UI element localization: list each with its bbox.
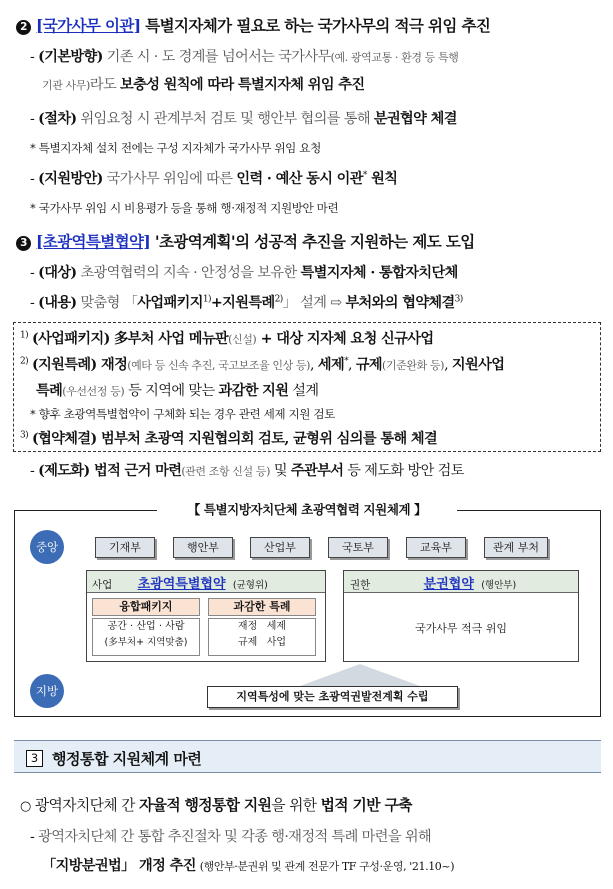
- content-bold1: 사업패키지: [137, 295, 203, 311]
- note2-sep1: ,: [310, 357, 318, 373]
- content-sup2: 2): [274, 294, 283, 305]
- inst-label: (제도화): [38, 463, 90, 479]
- support-label: (지원방안): [38, 171, 103, 187]
- proc-text: 위임요청 시 관계부처 검토 및 행안부 협의를 통해: [76, 111, 374, 127]
- proc-label: (절차): [38, 111, 77, 127]
- section3-heading: [16, 230, 475, 252]
- content-plus: +지원특례: [210, 295, 275, 311]
- content-bold2: 부처와의 협약체결: [345, 295, 455, 311]
- note2-bold3: 규제: [355, 357, 383, 373]
- note2-note: * 향후 초광역특별협약이 구체화 되는 경우 관련 세제 지원 검토: [30, 407, 335, 421]
- bullet-text2: 을 위한: [271, 797, 321, 814]
- section2-support: - (지원방안) 국가사무 위임에 따른 인력 · 예산 동시 이관* 원칙: [30, 170, 398, 187]
- inst-text: 및: [269, 463, 291, 479]
- basic-text: 기존 시 · 도 경계를 넘어서는 국가사무: [102, 49, 331, 65]
- diagram-title: 【 특별지방자치단체 초광역협력 지원체계 】: [157, 500, 457, 518]
- bullet-bold1: 자율적 행정통합 지원: [138, 797, 272, 814]
- ministry-5: 관계 부처: [484, 537, 548, 558]
- section-iii-title: 행정통합 지원체계 마련: [52, 750, 202, 768]
- central-badge: 중앙: [30, 530, 64, 564]
- ministry-1: 행안부: [173, 537, 233, 558]
- section2-basic-line2: [42, 74, 365, 94]
- special-body: [208, 618, 316, 656]
- note2-label: (지원특례): [31, 357, 97, 373]
- section2-number: 2: [16, 20, 31, 35]
- target-label: (대상): [38, 265, 77, 281]
- right-prefix: 권한: [350, 579, 371, 591]
- inst-small: (관련 조항 신설 등): [181, 465, 270, 478]
- note1-small: (신설): [228, 333, 257, 346]
- note2-line2-end: 설계: [288, 383, 319, 399]
- note2-bold2: 세제: [317, 357, 345, 373]
- section-iii-header: [14, 740, 601, 773]
- inst-end: 등 제도화 방안 검토: [343, 463, 464, 479]
- section3-tag: [초광역특별협약]: [36, 232, 151, 251]
- right-suffix: (행안부): [481, 580, 517, 591]
- note2-sup: 2): [20, 356, 29, 367]
- left-panel-head: [92, 573, 268, 592]
- package-body: [92, 618, 200, 656]
- dash-small: (행안부·분권위 및 관계 전문가 TF 구성·운영, '21.10~): [199, 860, 455, 873]
- note2-line2-text: 등 지역에 맞는: [124, 383, 219, 399]
- note3-sup: 3): [20, 430, 29, 441]
- section-iii-dash-line1: - 광역자치단체 간 통합 추진절차 및 각종 행·재정적 특례 마련을 위해: [30, 829, 432, 845]
- target-bold: 특별지자체 · 통합자치단체: [300, 265, 458, 281]
- proc-note: * 특별지자체 설치 전에는 구성 지자체가 국가사무 위임 요청: [30, 141, 321, 155]
- note2-star: *: [344, 356, 348, 367]
- note2-line2-bold: 특례: [36, 383, 63, 399]
- section2-basic-line1: - (기본방향) 기존 시 · 도 경계를 넘어서는 국가사무(예. 광역교통 · 환경 등 특행: [30, 49, 459, 65]
- note2-sep2: ,: [348, 357, 356, 373]
- section2-heading: [16, 14, 490, 36]
- special-title: 과감한 특례: [208, 598, 316, 616]
- bottom-plan-box: 지역특성에 맞는 초광역권발전계획 수립: [207, 686, 458, 708]
- left-suffix: (균형위): [232, 580, 268, 591]
- support-end: 원칙: [366, 171, 398, 187]
- inst-bold2: 주관부서: [290, 463, 344, 479]
- note3-label: (협약체결): [31, 431, 97, 447]
- package-title: 융합패키지: [92, 598, 200, 616]
- special-line1: 재정 세제: [237, 621, 287, 632]
- section2-title: 특별지자체가 필요로 하는 국가사무의 적극 위임 추진: [140, 16, 491, 35]
- content-text2: 」 설계 ⇨: [282, 295, 346, 311]
- note3-text: 범부처 초광역 지원협의회 검토, 균형위 심의를 통해 체결: [96, 431, 438, 447]
- section2-tag: [국가사무 이관]: [36, 16, 141, 35]
- basic-line2-bold: 보충성 원칙에 따라 특별지자체 위임 추진: [120, 77, 365, 93]
- note2-line2: [36, 380, 319, 400]
- support-text: 국가사무 위임에 따른: [102, 171, 237, 187]
- note2-small2: (기준완화 등): [382, 359, 445, 372]
- basic-label: (기본방향): [38, 49, 103, 65]
- section3-content: - (내용) 맞춤형 「사업패키지$^{1)}$+지원특례$^{2)}$」 설계 ⇨ 부처와의 협약체결$^{3)}$: [30, 294, 463, 311]
- upward-arrow-icon: [300, 664, 420, 686]
- right-title: 분권협약: [423, 577, 474, 592]
- bullet-bold2: 법적 기반 구축: [320, 797, 412, 814]
- note2-bold1: 재정: [96, 357, 128, 373]
- section3-number: 3: [16, 236, 31, 251]
- inst-bold: 법적 근거 마련: [89, 463, 182, 479]
- right-panel-head: [350, 573, 516, 592]
- basic-line2-text: 라도: [89, 77, 121, 93]
- dash-text: 광역자치단체 간 통합 추진절차 및 각종 행·재정적 특례 마련을 위해: [38, 829, 432, 845]
- note2-line1: [20, 354, 504, 374]
- section3-title: '초광역계획'의 성공적 추진을 지원하는 제도 도입: [150, 232, 475, 251]
- institution-line: - (제도화) 법적 근거 마련(관련 조항 신설 등) 및 주관부서 등 제도화 방안 검토: [30, 463, 464, 479]
- note1-text2: + 대상 지자체 요청 신규사업: [256, 331, 434, 347]
- proc-bold: 분권협약 체결: [373, 111, 457, 127]
- left-title: 초광역특별협약: [137, 577, 226, 592]
- support-note: * 국가사무 위임 시 비용평가 등을 통해 행·재정적 지원방안 마련: [30, 201, 339, 215]
- content-sup1: 1): [202, 294, 211, 305]
- content-sup3: 3): [454, 294, 463, 305]
- section-iii-bullet: [20, 794, 412, 815]
- section-iii-number: 3: [26, 750, 43, 767]
- support-sup: *: [362, 170, 367, 181]
- note2-line2-bold2: 과감한 지원: [218, 383, 289, 399]
- note1-label: (사업패키지): [31, 331, 110, 347]
- support-bold: 인력 · 예산 동시 이관: [236, 171, 363, 187]
- right-body: 국가사무 적극 위임: [414, 622, 507, 635]
- section-iii-dash-line2: [42, 855, 454, 875]
- basic-line2-small: 기관 사무): [42, 79, 90, 92]
- package-line2: (多부처+ 지역맞춤): [104, 637, 188, 648]
- note3: [20, 428, 437, 448]
- bullet-circle-icon: ○: [20, 799, 31, 814]
- dash-bold: 「지방분권법」 개정 추진: [42, 858, 196, 874]
- ministry-0: 기재부: [95, 537, 155, 558]
- package-line1: 공간 · 산업 · 사람: [107, 621, 185, 632]
- left-prefix: 사업: [92, 579, 113, 591]
- section2-procedure: - (절차) 위임요청 시 관계부처 검토 및 행안부 협의를 통해 분권협약 체결: [30, 111, 457, 127]
- note2-sep3: ,: [444, 357, 452, 373]
- section3-target: - (대상) 초광역협력의 지속 · 안정성을 보유한 특별지자체 · 통합자치단체: [30, 265, 458, 281]
- content-label: (내용): [38, 295, 77, 311]
- target-text: 초광역협력의 지속 · 안정성을 보유한: [76, 265, 301, 281]
- ministry-4: 교육부: [406, 537, 466, 558]
- ministry-3: 국토부: [328, 537, 388, 558]
- bullet-text1: 광역자치단체 간: [34, 797, 139, 814]
- basic-small: (예. 광역교통 · 환경 등 특행: [330, 51, 459, 64]
- ministry-2: 산업부: [250, 537, 310, 558]
- note1-text: 多부처 사업 메뉴판: [109, 331, 229, 347]
- note2-bold4: 지원사업: [451, 357, 505, 373]
- content-text1: 맞춤형 「: [76, 295, 138, 311]
- note2-small3: (우선선정 등): [62, 385, 125, 398]
- special-line2: 규제 사업: [237, 637, 287, 648]
- local-badge: 지방: [30, 674, 64, 708]
- note2-small1: (예타 등 신속 추진, 국고보조율 인상 등): [127, 359, 311, 372]
- note1-sup: 1): [20, 330, 29, 341]
- note1: [20, 328, 433, 348]
